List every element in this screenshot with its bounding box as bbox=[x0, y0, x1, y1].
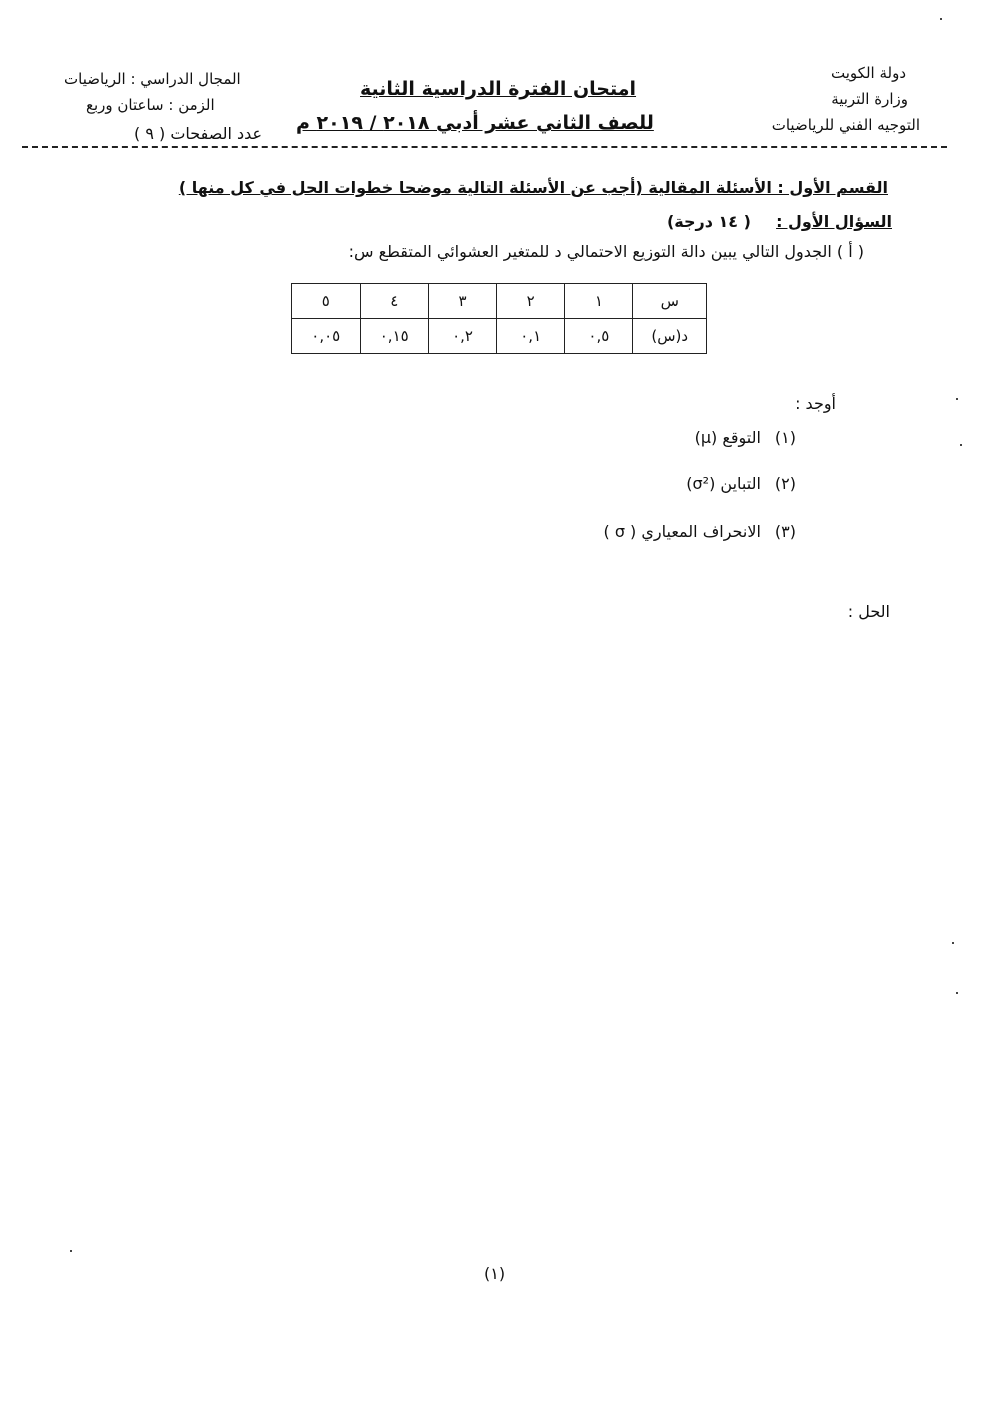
header-department: التوجيه الفني للرياضيات bbox=[771, 116, 920, 134]
header-time: الزمن : ساعتان وربع bbox=[86, 96, 215, 114]
table-cell: ٣ bbox=[428, 284, 496, 319]
list-item bbox=[603, 522, 796, 541]
header-ministry: وزارة التربية bbox=[831, 90, 908, 108]
item-text: الانحراف المعياري ( σ ) bbox=[603, 522, 761, 541]
list-item bbox=[695, 428, 796, 447]
scan-speck bbox=[956, 992, 958, 994]
grade-year: للصف الثاني عشر أدبي ٢٠١٨ / ٢٠١٩ م bbox=[296, 112, 654, 134]
exam-title: امتحان الفترة الدراسية الثانية bbox=[360, 78, 637, 100]
header-pages: عدد الصفحات ( ٩ ) bbox=[134, 124, 263, 143]
table-cell: ٥ bbox=[292, 284, 361, 319]
table-cell: ٤ bbox=[360, 284, 428, 319]
table-row-p bbox=[292, 319, 707, 354]
item-text: التباين (σ²) bbox=[686, 474, 761, 493]
table-cell: ٠,٢ bbox=[428, 319, 496, 354]
table-cell: ١ bbox=[565, 284, 633, 319]
table-header-x: س bbox=[633, 284, 707, 319]
table-cell: ٢ bbox=[497, 284, 565, 319]
scan-speck bbox=[960, 444, 962, 446]
header-country: دولة الكويت bbox=[831, 64, 906, 82]
header-divider bbox=[22, 146, 947, 148]
section-title: القسم الأول : الأسئلة المقالية (أجب عن الأسئلة التالية موضحا خطوات الحل في كل منها ) bbox=[178, 178, 888, 197]
table-row-x bbox=[292, 284, 707, 319]
part-a-statement: ( أ ) الجدول التالي يبين دالة التوزيع الاحتمالي د للمتغير العشوائي المتقطع س: bbox=[348, 242, 864, 261]
item-number: (١) bbox=[774, 428, 796, 447]
table-cell: ٠,٠٥ bbox=[292, 319, 361, 354]
solution-label: الحل : bbox=[847, 602, 890, 621]
item-number: (٣) bbox=[774, 522, 796, 541]
item-text: التوقع (μ) bbox=[694, 428, 761, 447]
find-label: أوجد : bbox=[795, 394, 836, 413]
table-cell: ٠,١ bbox=[497, 319, 565, 354]
table-header-p: د(س) bbox=[633, 319, 707, 354]
probability-table bbox=[291, 283, 707, 354]
table-cell: ٠,٥ bbox=[565, 319, 633, 354]
question-marks: ( ١٤ درجة) bbox=[666, 212, 751, 231]
question-number: السؤال الأول : bbox=[776, 212, 892, 231]
page-number: (١) bbox=[484, 1264, 506, 1283]
scan-speck bbox=[956, 398, 958, 400]
header-subject: المجال الدراسي : الرياضيات bbox=[64, 70, 241, 88]
item-number: (٢) bbox=[774, 474, 796, 493]
table-cell: ٠,١٥ bbox=[360, 319, 428, 354]
list-item bbox=[686, 474, 796, 493]
scan-speck bbox=[940, 18, 942, 20]
scan-speck bbox=[70, 1250, 72, 1252]
scan-speck bbox=[952, 942, 954, 944]
question-label bbox=[667, 212, 892, 231]
